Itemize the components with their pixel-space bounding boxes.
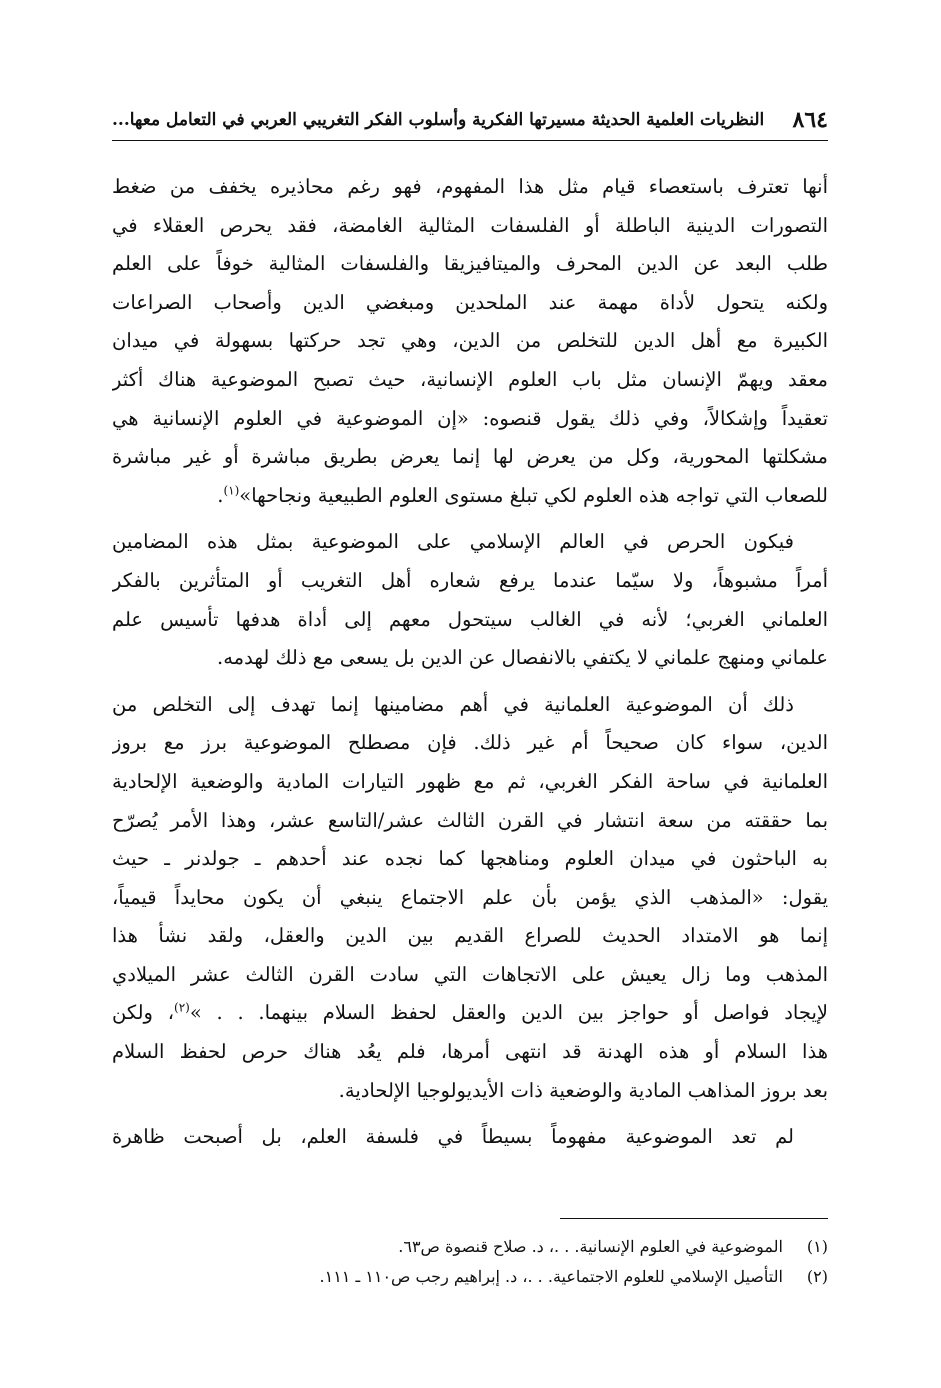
running-header xyxy=(112,100,828,141)
paragraph-3 xyxy=(112,686,828,1111)
footnote-2 xyxy=(112,1262,828,1292)
text-line: مشكلتها المحورية، وكل من يعرض لها إنما يعرض بطريق مباشرة أو غير مباشرة xyxy=(112,445,828,469)
footnote-1 xyxy=(112,1232,828,1262)
line-text: للصعاب التي تواجه هذه العلوم لكي تبلغ مستوى العلوم الطبيعية ونجاحها» xyxy=(239,483,828,507)
text-line: طلب البعد عن الدين المحرف والميتافيزيقا والفلسفات المثالية خوفاً على العلم xyxy=(112,252,828,276)
text-line: تعقيداً وإشكالاً، وفي ذلك يقول قنصوه: «إن الموضوعية في العلوم الإنسانية هي xyxy=(112,406,828,430)
text-line: ولكنه يتحول لأداة مهمة عند الملحدين ومبغضي الدين وأصحاب الصراعات xyxy=(112,290,828,314)
text-line: إنما هو الامتداد الحديث للصراع القديم بين الدين والعقل، ولقد نشأ هذا xyxy=(112,924,828,948)
line-text: لإيجاد فواصل أو حواجز بين الدين والعقل لحفظ السلام بينهما. . . » xyxy=(189,1001,828,1025)
text-line-last xyxy=(112,477,828,516)
footnote-number: (٢) xyxy=(806,1267,828,1286)
text-line: الدين، سواء كان صحيحاً أم غير ذلك. فإن مصطلح الموضوعية برز مع بروز xyxy=(112,731,828,755)
text-line: العلمانية في ساحة الفكر الغربي، ثم مع ظهور التيارات المادية والوضعية الإلحادية xyxy=(112,769,828,793)
footnotes xyxy=(112,1232,828,1292)
running-title: النظريات العلمية الحديثة مسيرتها الفكرية وأسلوب الفكر التغريبي العربي في التعامل معها... xyxy=(112,110,765,130)
page-number: ٨٦٤ xyxy=(792,107,828,133)
text-line: ذلك أن الموضوعية العلمانية في أهم مضامينها إنما تهدف إلى التخلص من xyxy=(112,692,794,716)
text-line: يقول: «المذهب الذي يؤمن بأن علم الاجتماع ينبغي أن يكون محايداً قيمياً، xyxy=(112,885,828,909)
text-line-last: بعد بروز المذاهب المادية والوضعية ذات الأيديولوجيا الإلحادية. xyxy=(338,1078,828,1102)
text-line: معقد ويهمّ الإنسان مثل باب العلوم الإنسانية، حيث تصبح الموضوعية هناك أكثر xyxy=(112,367,828,391)
text-line: لم تعد الموضوعية مفهوماً بسيطاً في فلسفة العلم، بل أصبحت ظاهرة xyxy=(112,1125,794,1149)
line-tail: . xyxy=(217,483,224,507)
text-line: التصورات الدينية الباطلة أو الفلسفات المثالية الغامضة، فقد يحرص العقلاء في xyxy=(112,213,828,237)
footnote-text: التأصيل الإسلامي للعلوم الاجتماعية. . .، د. إبراهيم رجب ص١١٠ ـ ١١١. xyxy=(319,1267,783,1286)
text-line-last: علماني ومنهج علماني لا يكتفي بالانفصال عن الدين بل يسعى مع ذلك لهدمه. xyxy=(217,646,828,670)
paragraph-1 xyxy=(112,168,828,515)
text-line: الكبيرة مع أهل الدين للتخلص من الدين، وهي تجد حركتها بسهولة في ميدان xyxy=(112,329,828,353)
footnote-number: (١) xyxy=(806,1237,828,1256)
footnote-ref-1[interactable]: (١) xyxy=(223,483,240,498)
footnote-ref-2[interactable]: (٢) xyxy=(174,1000,190,1015)
body-text xyxy=(112,168,828,1165)
text-line: أنها تعترف باستعصاء قيام مثل هذا المفهوم، فهو رغم محاذيره يخفف من ضغط xyxy=(112,175,828,198)
text-line: المذهب وما زال يعيش على الاتجاهات التي سادت القرن الثالث عشر الميلادي xyxy=(112,962,828,986)
line-tail: ، ولكن xyxy=(112,1001,175,1025)
footnote-divider xyxy=(560,1218,828,1219)
text-line: فيكون الحرص في العالم الإسلامي على الموضوعية بمثل هذه المضامين xyxy=(112,530,794,554)
paragraph-4 xyxy=(112,1118,828,1157)
footnote-text: الموضوعية في العلوم الإنسانية. . .، د. صلاح قنصوة ص٦٣. xyxy=(398,1237,783,1256)
text-line: العلماني الغربي؛ لأنه في الغالب سيتحول معهم إلى أداة هدفها تأسيس علم xyxy=(112,607,828,631)
text-line-with-ref xyxy=(112,994,828,1033)
text-line: هذا السلام أو هذه الهدنة قد انتهى أمرها، فلم يعُد هناك حرص لحفظ السلام xyxy=(112,1040,828,1064)
paragraph-2 xyxy=(112,523,828,677)
text-line: به الباحثون في ميدان العلوم ومناهجها كما نجده عند أحدهم ـ جولدنر ـ حيث xyxy=(112,847,828,871)
text-line: أمراً مشبوهاً، ولا سيّما عندما يرفع شعاره أهل التغريب أو المتأثرين بالفكر xyxy=(112,568,828,592)
text-line: بما حققته من سعة انتشار في القرن الثالث عشر/التاسع عشر، وهذا الأمر يُصرّح xyxy=(112,808,828,832)
